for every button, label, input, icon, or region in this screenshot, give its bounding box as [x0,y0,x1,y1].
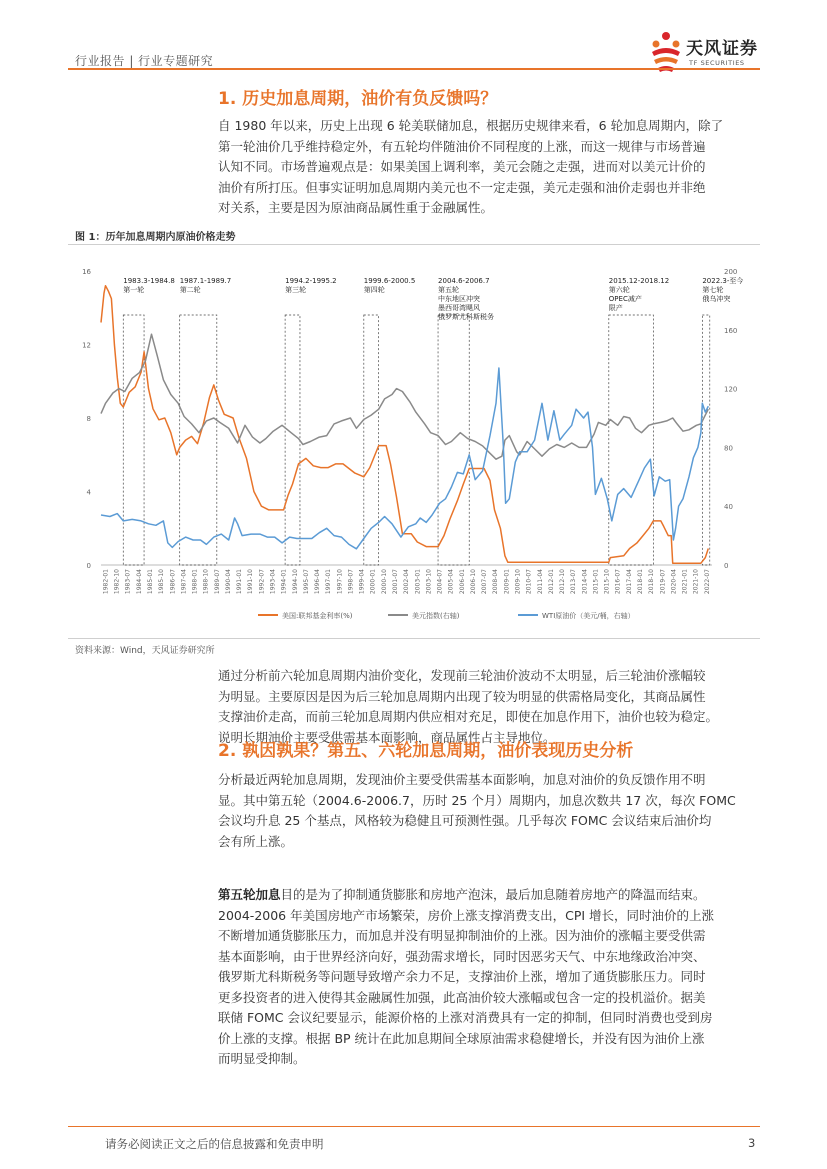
text-line: 不断增加通货膨胀压力，而加息并没有明显抑制油价的上涨。因为油价的涨幅主要受供需 [218,928,706,943]
x-tick-label: 1997-10 [336,569,344,595]
text-line: 说明长期油价主要受供需基本面影响，商品属性占主导地位。 [218,729,556,745]
cycle-note: 中东地区冲突 [438,295,481,303]
x-tick-label: 2021-01 [681,569,689,595]
x-tick-label: 1997-01 [325,569,333,595]
x-tick-label: 1985-10 [158,569,166,595]
series-line-1 [101,334,708,459]
logo-name-cn: 天风证券 [686,39,758,59]
text-line: 2004-2006 年美国房地产市场繁荣，房价上涨支撑消费支出，CPI 增长，同时油价的上涨 [218,907,715,923]
left-tick-label: 4 [86,488,91,497]
text-line [218,885,763,906]
cycle-label: 2004.6-2006.7 [438,277,490,285]
x-tick-label: 2000-01 [369,569,377,595]
x-tick-label: 1991-01 [236,569,244,595]
cycle-label: 1999.6-2000.5 [363,277,416,285]
x-tick-label: 1994-10 [291,569,299,595]
x-tick-label: 1991-10 [247,569,255,595]
figure-source: 资料来源：Wind，天风证券研究所 [75,646,215,656]
right-tick-label: 200 [724,268,738,276]
right-tick-label: 160 [724,326,738,335]
x-tick-label: 1998-07 [347,569,355,595]
cycle-note: 第三轮 [285,286,307,294]
section-2-paragraph-1 [218,770,763,852]
text-line: 为明显。主要原因是因为后三轮加息周期内出现了较为明显的供需格局变化，其商品属性 [218,688,706,704]
x-tick-label: 2018-01 [636,569,644,595]
header-rule [68,68,760,70]
text-line: 价上涨的支撑。根据 BP 统计在此加息期间全球原油需求稳健增长，并没有因为油价上涨 [218,1030,705,1046]
text-line: 显。其中第五轮（2004.6-2006.7，历时 25 个月）周期内，加息次数共 17 次，每次 FOMC [218,792,736,808]
cycle-note: 第六轮 [608,286,630,294]
legend-label: WTI原油价（美元/桶，右轴） [542,612,635,620]
x-tick-label: 1982-10 [113,569,121,595]
cycle-note: 墨西哥湾飓风 [438,304,481,312]
cycle-box [123,315,144,565]
x-tick-label: 2006-01 [458,569,466,595]
x-tick-label: 2008-04 [492,569,500,595]
x-tick-label: 1992-07 [258,569,266,595]
x-tick-label: 2012-10 [559,569,567,595]
x-tick-label: 1989-07 [213,569,221,595]
figure-bottom-rule [68,638,760,639]
cycle-label: 2022.3-至今 [702,277,744,285]
x-tick-label: 1990-04 [224,569,232,595]
cycle-note: 限产 [608,304,623,312]
company-logo [648,30,778,80]
text-line: 会有所上涨。 [218,833,294,849]
x-tick-label: 1987-04 [180,569,188,595]
x-tick-label: 1988-01 [191,569,199,595]
page-number: 3 [748,1136,756,1150]
cycle-note: 第二轮 [179,286,201,294]
section-1-title: 1. 历史加息周期，油价有负反馈吗？ [218,89,498,109]
cycle-box [702,315,709,565]
cycle-note: 第五轮 [438,286,460,294]
x-tick-label: 2012-01 [547,569,555,595]
x-tick-label: 2019-07 [659,569,667,595]
text-line: 更多投资者的进入使得其金融属性加强，此高油价较大涨幅或包含一定的投机溢价。据美 [218,989,706,1005]
text-line: 认知不同。市场普遍观点是：如果美国上调利率，美元会随之走强，进而对以美元计价的 [218,159,706,174]
legend-label: 美元指数(右轴) [412,612,460,620]
oil-rate-chart [68,255,760,635]
cycle-note: 俄乌冲突 [702,295,731,303]
cycle-note: 第四轮 [363,286,385,294]
right-tick-label: 80 [724,444,733,453]
bold-lead: 第五轮加息 [218,887,281,902]
x-tick-label: 1996-04 [314,569,322,595]
x-tick-label: 1983-07 [124,569,132,595]
x-tick-label: 2015-01 [592,569,600,595]
text-line: 对关系，主要是因为原油商品属性重于金融属性。 [218,200,494,215]
x-tick-label: 2003-10 [425,569,433,595]
right-tick-label: 120 [724,385,738,394]
text-line: 第一轮油价几乎维持稳定外，有五轮均伴随油价不同程度的上涨，而这一规律与市场普遍 [218,138,706,154]
text-line: 而明显受抑制。 [218,1051,306,1066]
x-tick-label: 2016-07 [614,569,622,595]
legend-label: 美国:联邦基金利率(%) [282,612,353,620]
x-tick-label: 2014-04 [581,569,589,595]
x-tick-label: 1993-04 [269,569,277,595]
left-tick-label: 8 [86,415,91,423]
report-breadcrumb: 行业报告 | 行业专题研究 [75,54,214,68]
text-line: 支撑油价走高，而前三轮加息周期内供应相对充足，即使在加息作用下，油价也较为稳定。 [218,709,719,724]
figure-title: 图 1：历年加息周期内原油价格走势 [75,232,236,243]
cycle-label: 2015.12-2018.12 [608,277,670,285]
x-tick-label: 1982-01 [102,569,110,595]
x-tick-label: 1984-04 [135,569,143,595]
x-tick-label: 2000-10 [380,569,388,595]
x-tick-label: 2011-04 [536,569,544,595]
figure-top-rule [68,244,760,245]
cycle-note: 第七轮 [702,286,724,294]
x-tick-label: 2003-01 [414,569,422,595]
x-tick-label: 2009-01 [503,569,511,595]
x-tick-label: 2018-10 [648,569,656,595]
cycle-note: OPEC减产 [608,295,642,303]
x-tick-label: 2002-04 [403,569,411,595]
section-2-title: 2. 孰因孰果？第五、六轮加息周期，油价表现历史分析 [218,741,634,761]
cycle-box [285,315,300,565]
x-tick-label: 2020-04 [670,569,678,595]
text-line: 油价有所打压。但事实证明加息周期内美元也不一定走强，美元走强和油价走弱也并非绝 [218,179,706,195]
x-tick-label: 2009-10 [514,569,522,595]
left-tick-label: 12 [82,341,91,350]
x-tick-label: 2001-07 [391,569,399,595]
cycle-note: 第一轮 [123,286,145,294]
x-tick-label: 1999-04 [358,569,366,595]
section-2-paragraph-2 [218,885,763,1070]
x-tick-label: 2013-07 [570,569,578,595]
x-tick-label: 1995-07 [302,569,310,595]
section-1-paragraph [218,116,763,219]
x-tick-label: 1985-01 [146,569,154,595]
x-tick-label: 2004-07 [436,569,444,595]
text-line: 会议均升息 25 个基点，风格较为稳健且可预测性强。几乎每次 FOMC 会议结束后油价均 [218,813,712,828]
right-tick-label: 40 [724,503,733,512]
right-tick-label: 0 [724,562,729,570]
text-line: 联储 FOMC 会议纪要显示，能源价格的上涨对消费具有一定的抑制，但同时消费也受到房 [218,1010,713,1025]
x-tick-label: 2022-07 [703,569,711,595]
cycle-label: 1987.1-1989.7 [179,277,232,285]
text-line: 分析最近两轮加息周期，发现油价主要受供需基本面影响，加息对油价的负反馈作用不明 [218,772,706,787]
cycle-label: 1983.3-1984.8 [123,277,175,285]
cycle-box [609,315,654,565]
left-tick-label: 16 [82,268,91,276]
text-line: 俄罗斯尤科斯税务等问题导致增产余力不足，支撑油价上涨，增加了通货膨胀压力。同时 [218,969,706,984]
footer-disclaimer: 请务必阅读正文之后的信息披露和免责申明 [105,1137,324,1151]
text-line: 自 1980 年以来，历史上出现 6 轮美联储加息，根据历史规律来看，6 轮加息周期内，除了 [218,118,724,133]
x-tick-label: 1994-01 [280,569,288,595]
x-tick-label: 2021-10 [692,569,700,595]
x-tick-label: 2015-10 [603,569,611,595]
logo-name-en: TF SECURITIES [689,59,745,67]
left-tick-label: 0 [86,562,91,570]
cycle-label: 1994.2-1995.2 [285,277,337,285]
lead-continuation: 目的是为了抑制通货膨胀和房地产泡沫，最后加息随着房地产的降温而结束。 [280,887,706,902]
text-line: 基本面影响，由于世界经济向好，强劲需求增长，同时因恶劣天气、中东地缘政治冲突、 [218,948,706,964]
x-tick-label: 1986-07 [169,569,177,595]
cycle-note: 俄罗斯尤科斯税务 [438,313,495,321]
text-line: 通过分析前六轮加息周期内油价变化，发现前三轮油价波动不太明显，后三轮油价涨幅较 [218,668,706,683]
x-tick-label: 2006-10 [469,569,477,595]
footer-rule [68,1126,760,1127]
x-tick-label: 1988-10 [202,569,210,595]
x-tick-label: 2010-07 [525,569,533,595]
x-tick-label: 2005-04 [447,569,455,595]
x-tick-label: 2017-04 [625,569,633,595]
x-tick-label: 2007-07 [481,569,489,595]
